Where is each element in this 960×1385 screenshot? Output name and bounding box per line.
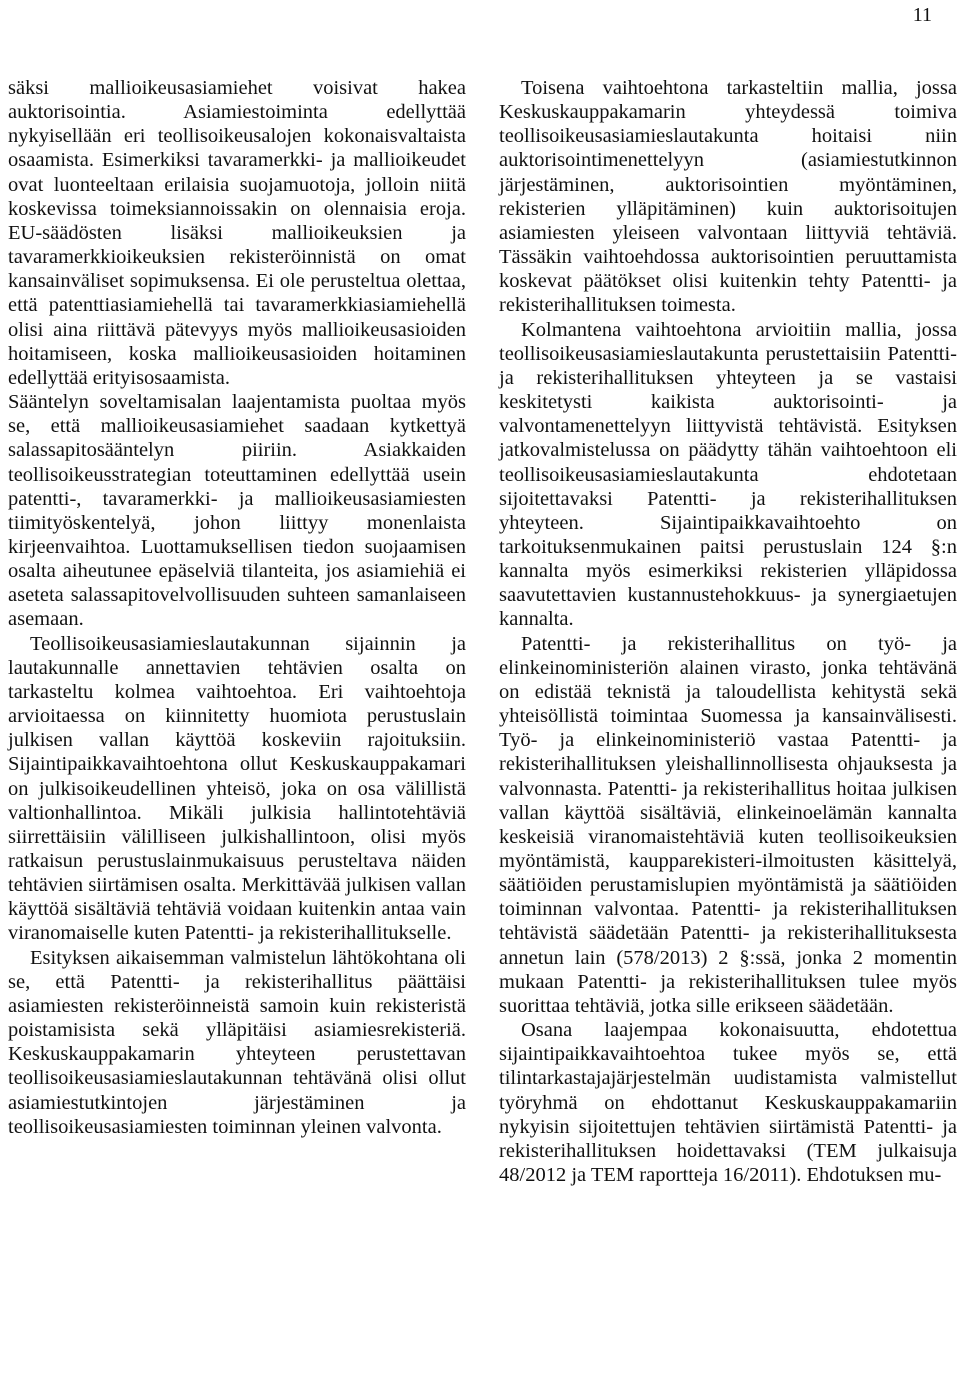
body-paragraph: Esityksen aikaisemman valmistelun lähtökohtana oli se, että Patentti- ja rekisterihallitus päättäisi asiamiesten rekisteröinneistä samoin kuin rekisteristä poistamisista sekä ylläpitäisi asiamiesrekisteriä. Keskuskauppakamarin yhteyteen perustettavan teollisoikeusasiamieslautakunnan tehtävänä olisi ollut asiamiestutkintojen järjestäminen ja teollisoikeusasiamiesten toiminnan yleinen valvonta.	[8, 946, 466, 1138]
left-text-column	[8, 76, 466, 1139]
body-paragraph: Teollisoikeusasiamieslautakunnan sijainnin ja lautakunnalle annettavien tehtävien osalta on tarkasteltu kolmea vaihtoehtoa. Eri vaihtoehtoja arvioitaessa on kiinnitetty huomiota perustuslain julkisen vallan käyttöä koskeviin rajoituksiin. Sijaintipaikkavaihtoehtona ollut Keskuskauppakamari on julkisoikeudellinen yhteisö, joka on osa välillistä valtionhallintoa. Mikäli julkisia hallintotehtäviä siirrettäisiin välilliseen julkishallintoon, olisi myös ratkaisun perustuslainmukaisuus perusteltava näiden tehtävien siirtämisen osalta. Merkittävää julkisen vallan käyttöä sisältäviä tehtäviä voidaan kuitenkin antaa vain viranomaiselle kuten Patentti- ja rekisterihallitukselle.	[8, 632, 466, 945]
page-number: 11	[912, 4, 932, 26]
body-paragraph: Patentti- ja rekisterihallitus on työ- ja elinkeinoministeriön alainen virasto, jonka tehtävänä on edistää teknistä ja taloudellista kehitystä sekä yhteisöllistä toimintaa Suomessa ja kansainvälisesti. Työ- ja elinkeinoministeriö vastaa Patentti- ja rekisterihallituksen yleishallinnollisesta ohjauksesta ja valvonnasta. Patentti- ja rekisterihallitus hoitaa julkisen vallan käyttöä sisältäviä, elinkeinoelämän kannalta keskeisiä viranomaistehtäviä kuten teollisoikeuksien myöntämistä, kaupparekisteri-ilmoitusten käsittelyä, säätiöiden perustamislupien myöntämistä ja säätiöiden toiminnan valvontaa. Patentti- ja rekisterihallituksen tehtävistä säädetään Patentti- ja rekisterihallituksesta annetun lain (578/2013) 2 §:ssä, jonka 2 momentin mukaan Patentti- ja rekisterihallituksen tulee myös suorittaa tehtäviä, jotka sille erikseen säädetään.	[499, 632, 957, 1017]
body-paragraph: Sääntelyn soveltamisalan laajentamista puoltaa myös se, että mallioikeusasiamiehet saadaan kytkettyä salassapitosääntelyn piiriin. Asiakkaiden teollisoikeusstrategian toteuttaminen edellyttää usein patentti-, tavaramerkki- ja mallioikeusasiamiesten tiimityöskentelyä, johon liittyy monenlaista kirjeenvaihtoa. Luottamuksellisen tiedon suojaamisen osalta aiheutunee epäselviä tilanteita, jos asiamiehiä ei aseteta salassapitovelvollisuuden suhteen samanlaiseen asemaan.	[8, 391, 466, 631]
body-paragraph: säksi mallioikeusasiamiehet voisivat hakea auktorisointia. Asiamiestoiminta edellyttää nykyisellään eri teollisoikeusalojen kokonaisvaltaista osaamista. Esimerkiksi tavaramerkki- ja mallioikeudet ovat luonteeltaan erilaisia suojamuotoja, jolloin niitä koskevissa toimeksiannoissakin on olennaisia eroja. EU-säädösten lisäksi mallioikeuksien ja tavaramerkkioikeuksien rekisteröinnistä on omat kansainväliset sopimuksensa. Ei ole perusteltua olettaa, että patenttiasiamiehellä tai tavaramerkkiasiamiehellä olisi aina riittävä pätevyys myös mallioikeusasioiden hoitamiseen, koska mallioikeusasioiden hoitaminen edellyttää erityisosaamista.	[8, 77, 466, 389]
body-paragraph: Toisena vaihtoehtona tarkasteltiin mallia, jossa Keskuskauppakamarin yhteydessä toimiva teollisoikeusasiamieslautakunta hoitaisi niin auktorisointimenettelyyn (asiamiestutkinnon järjestäminen, auktorisointien myöntäminen, rekisterien ylläpitäminen) kuin auktorisoitujen asiamiesten yleiseen valvontaan liittyviä tehtäviä. Tässäkin vaihtoehdossa auktorisointien peruuttamista koskevat päätökset olisi kuitenkin tehty Patentti- ja rekisterihallituksen toimesta.	[499, 77, 957, 317]
body-paragraph: Osana laajempaa kokonaisuutta, ehdotettua sijaintipaikkavaihtoehtoa tukee myös se, että tilintarkastajajärjestelmän uudistamista valmistellut työryhmä on ehdottanut Keskuskauppakamariin nykyisin sijoitettujen tehtävien siirtämistä Patentti- ja rekisterihallituksen hoidettavaksi (TEM julkaisuja 48/2012 ja TEM raportteja 16/2011). Ehdotuksen mu-	[499, 1019, 957, 1187]
body-paragraph: Kolmantena vaihtoehtona arvioitiin mallia, jossa teollisoikeusasiamieslautakunta perustettaisiin Patentti- ja rekisterihallituksen yhteyteen ja se vastaisi keskitetysti kaikista auktorisointi- ja valvontamenettelyyn liittyvistä tehtävistä. Esityksen jatkovalmistelussa on päädytty tähän vaihtoehtoon eli teollisoikeusasiamieslautakunta ehdotetaan sijoitettavaksi Patentti- ja rekisterihallituksen yhteyteen. Sijaintipaikkavaihtoehto on tarkoituksenmukainen paitsi perustuslain 124 §:n kannalta myös esimerkiksi rekisterien ylläpidossa saavutettavien kustannustehokkuus- ja synergiaetujen kannalta.	[499, 318, 957, 631]
right-text-column	[499, 76, 957, 1187]
